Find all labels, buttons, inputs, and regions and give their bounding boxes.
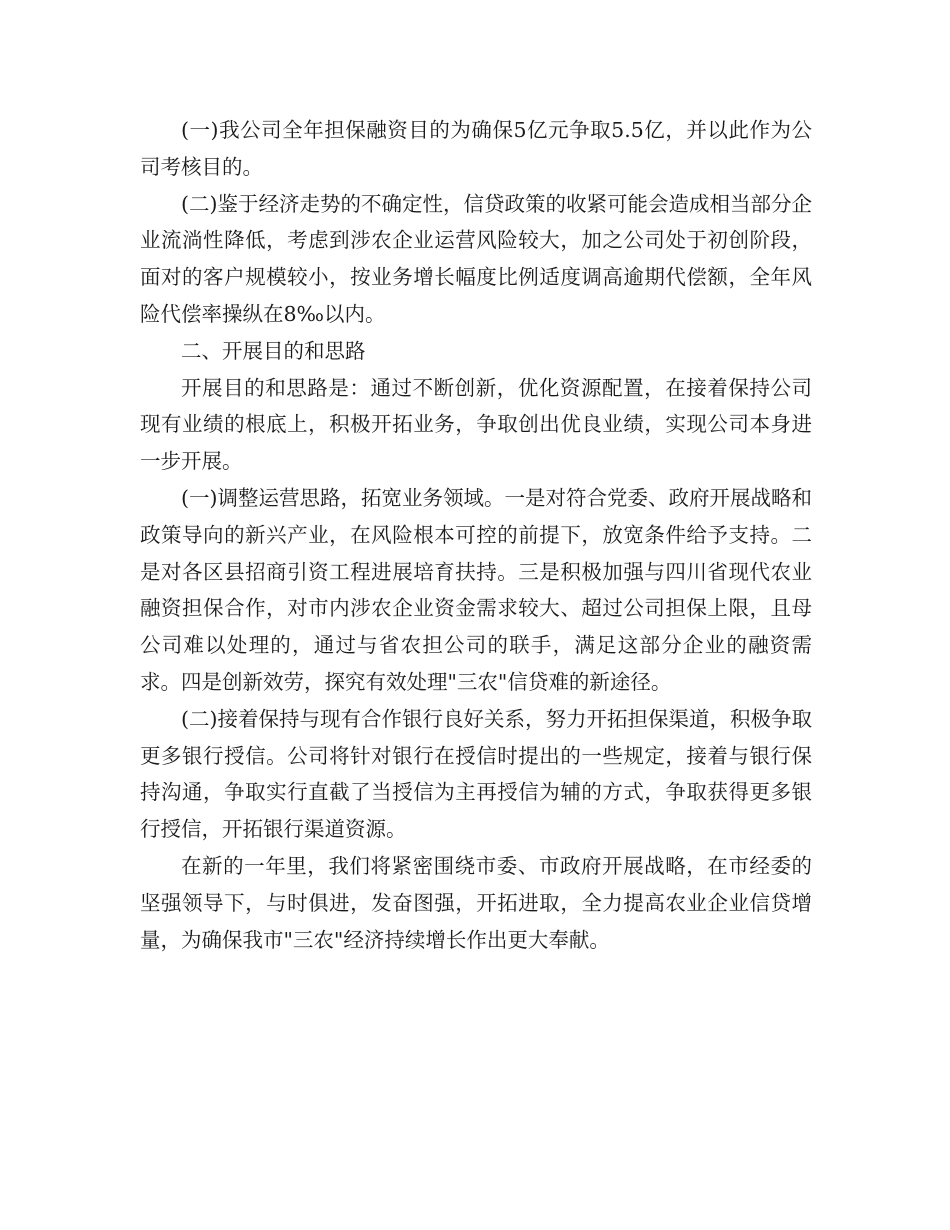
section-heading-goals: 二、开展目的和思路: [181, 338, 366, 363]
paragraph-goals-overview: 开展目的和思路是：通过不断创新，优化资源配置，在接着保持公司现有业绩的根底上，积极开拓业务，争取创出优良业绩，实现公司本身进一步开展。: [140, 375, 812, 474]
paragraph-target-financing: (一)我公司全年担保融资目的为确保5亿元争取5.5亿，并以此作为公司考核目的。: [140, 118, 812, 179]
paragraph-bank-cooperation: (二)接着保持与现有合作银行良好关系，努力开拓担保渠道，积极争取更多银行授信。公司将针对银行在授信时提出的一些规定，接着与银行保持沟通，争取实行直截了当授信为主再授信为辅的方式，争取获得更多银行授信，开拓银行渠道资源。: [140, 706, 812, 842]
paragraph-closing: 在新的一年里，我们将紧密围绕市委、市政府开展战略，在市经委的坚强领导下，与时俱进，发奋图强，开拓进取，全力提高农业企业信贷增量，为确保我市"三农"经济持续增长作出更大奉献。: [140, 853, 812, 952]
paragraph-risk-compensation: (二)鉴于经济走势的不确定性，信贷政策的收紧可能会造成相当部分企业流淌性降低，考虑到涉农企业运营风险较大，加之公司处于初创阶段，面对的客户规模较小，按业务增长幅度比例适度调高逾期代偿额，全年风险代偿率操纵在8‰以内。: [140, 191, 812, 326]
document-body: [140, 112, 812, 958]
paragraph-adjust-operations: (一)调整运营思路，拓宽业务领域。一是对符合党委、政府开展战略和政策导向的新兴产业，在风险根本可控的前提下，放宽条件给予支持。二是对各区县招商引资工程进展培育扶持。三是积极加强与四川省现代农业融资担保合作，对市内涉农企业资金需求较大、超过公司担保上限，且母公司难以处理的，通过与省农担公司的联手，满足这部分企业的融资需求。四是创新效劳，探究有效处理"三农"信贷难的新途径。: [140, 485, 812, 694]
